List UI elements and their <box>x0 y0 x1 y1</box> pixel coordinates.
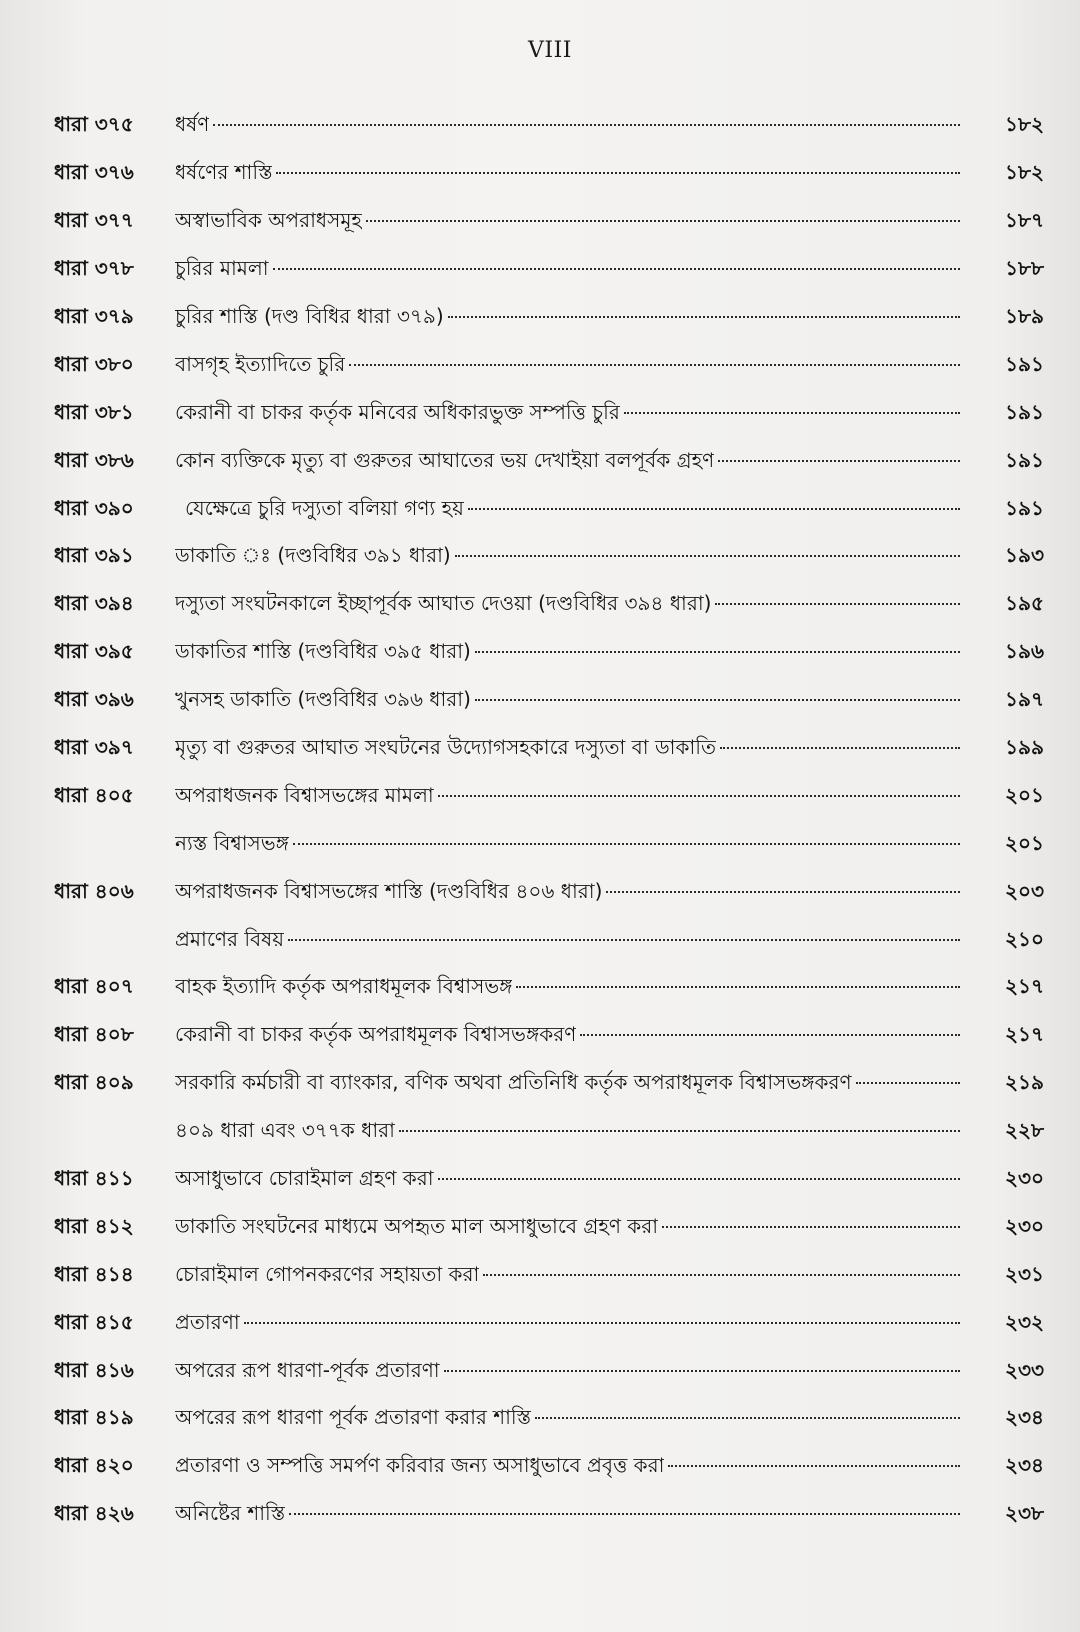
entry-title-wrap <box>175 398 966 431</box>
section-number: ধারা ৪০৯ <box>54 1070 134 1095</box>
page-reference: ২২৮ <box>1005 1118 1044 1143</box>
entry-title-wrap <box>175 685 966 718</box>
page-reference: ২৩০ <box>1004 1166 1044 1191</box>
dot-leader <box>448 316 960 318</box>
entry-title-wrap <box>175 446 966 479</box>
page-reference: ১৯৯ <box>1005 735 1044 760</box>
entry-title: কেরানী বা চাকর কর্তৃক অপরাধমূলক বিশ্বাসভঙ্গকরণ <box>175 1022 577 1047</box>
dot-leader <box>720 747 960 749</box>
section-number: ধারা ৪২৬ <box>54 1501 134 1526</box>
page-reference: ১৯১ <box>1005 351 1044 376</box>
entry-title-wrap <box>175 781 966 814</box>
toc-row <box>54 295 1044 343</box>
entry-title-wrap <box>175 589 966 622</box>
entry-title-wrap <box>175 254 966 287</box>
section-number: ধারা ৩৯৭ <box>54 735 134 760</box>
section-number: ধারা ৩৯৫ <box>54 639 134 664</box>
page-reference: ২৩৩ <box>1004 1357 1044 1382</box>
page-reference: ২৩২ <box>1004 1309 1044 1334</box>
dot-leader <box>399 1130 960 1132</box>
entry-title-wrap <box>175 637 966 670</box>
dot-leader <box>213 124 960 126</box>
section-number: ধারা ৪১৫ <box>54 1309 134 1334</box>
entry-title: চোরাইমাল গোপনকরণের সহায়তা করা <box>175 1261 480 1286</box>
dot-leader <box>668 1465 960 1467</box>
dot-leader <box>293 843 960 845</box>
entry-title-wrap <box>175 541 966 574</box>
page-reference: ১৮৮ <box>1005 256 1044 281</box>
section-number: ধারা ৪০৫ <box>54 782 134 807</box>
section-number: ধারা ৩৯১ <box>54 543 134 568</box>
toc-row <box>54 1444 1044 1492</box>
entry-title-wrap <box>175 925 966 958</box>
toc-row <box>54 965 1044 1013</box>
entry-title: অসাধুভাবে চোরাইমাল গ্রহণ করা <box>175 1166 434 1191</box>
dot-leader <box>475 651 960 653</box>
entry-title: বাহক ইত্যাদি কর্তৃক অপরাধমূলক বিশ্বাসভঙ্গ <box>175 974 513 999</box>
toc-row <box>54 917 1044 965</box>
section-number: ধারা ৩৮৬ <box>54 447 134 472</box>
entry-title-wrap <box>175 1260 966 1293</box>
dot-leader <box>455 555 960 557</box>
toc-row <box>54 773 1044 821</box>
entry-title: ডাকাতি সংঘটনের মাধ্যমে অপহৃত মাল অসাধুভাবে গ্রহণ করা <box>175 1213 659 1238</box>
section-number: ধারা ৩৮১ <box>54 399 134 424</box>
entry-title-wrap <box>175 350 966 383</box>
page-reference: ২১৭ <box>1005 974 1044 999</box>
page-reference: ১৯৫ <box>1005 591 1044 616</box>
toc-row <box>54 247 1044 295</box>
page-reference: ১৯৭ <box>1005 687 1044 712</box>
entry-title: কোন ব্যক্তিকে মৃত্যু বা গুরুতর আঘাতের ভয় দেখাইয়া বলপূর্বক গ্রহণ <box>175 447 715 472</box>
page-reference: ১৯৬ <box>1005 639 1044 664</box>
dot-leader <box>475 699 960 701</box>
entry-title-wrap <box>175 1356 966 1389</box>
entry-title: ডাকাতির শাস্তি (দণ্ডবিধির ৩৯৫ ধারা) <box>175 639 471 664</box>
entry-title: ৪০৯ ধারা এবং ৩৭৭ক ধারা <box>175 1118 395 1143</box>
page-number: VIII <box>528 38 572 63</box>
toc-row <box>54 103 1044 151</box>
page-reference: ২১৯ <box>1005 1070 1044 1095</box>
dot-leader <box>273 268 960 270</box>
section-number: ধারা ৩৭৮ <box>54 256 134 281</box>
section-number: ধারা ৪১২ <box>54 1213 134 1238</box>
entry-title: অপরাধজনক বিশ্বাসভঙ্গের শাস্তি (দণ্ডবিধির ৪০৬ ধারা) <box>175 878 603 903</box>
page-reference: ২০১ <box>1005 782 1044 807</box>
entry-title: বাসগৃহ ইত্যাদিতে চুরি <box>175 351 346 376</box>
toc-row <box>54 486 1044 534</box>
section-number: ধারা ৩৭৫ <box>54 112 134 137</box>
entry-title: চুরির শাস্তি (দণ্ড বিধির ধারা ৩৭৯) <box>175 304 444 328</box>
dot-leader <box>289 1513 960 1515</box>
page-reference: ২১৭ <box>1005 1022 1044 1047</box>
entry-title-wrap <box>175 829 966 862</box>
entry-title: কেরানী বা চাকর কর্তৃক মনিবের অধিকারভুক্ত সম্পত্তি চুরি <box>175 399 620 424</box>
dot-leader <box>662 1226 960 1228</box>
dot-leader <box>718 460 960 462</box>
section-number: ধারা ৩৭৭ <box>54 208 134 233</box>
entry-title: অনিষ্টের শাস্তি <box>175 1501 286 1526</box>
dot-leader <box>438 1178 960 1180</box>
toc-row <box>54 630 1044 678</box>
entry-title-wrap <box>175 302 966 335</box>
dot-leader <box>606 891 960 893</box>
page-reference: ২৩৮ <box>1005 1501 1044 1526</box>
dot-leader <box>444 1370 960 1372</box>
toc-row <box>54 534 1044 582</box>
page-reference: ২০১ <box>1005 830 1044 855</box>
section-number: ধারা ৪১৯ <box>54 1405 134 1430</box>
entry-title-wrap <box>175 1020 966 1053</box>
section-number: ধারা ৩৮০ <box>54 351 134 376</box>
toc-row <box>54 1157 1044 1205</box>
toc-row <box>54 1013 1044 1061</box>
section-number: ধারা ৩৯০ <box>54 495 134 520</box>
entry-title-wrap <box>175 1164 966 1197</box>
entry-title: অপরের রূপ ধারণা পূর্বক প্রতারণা করার শাস্তি <box>175 1405 531 1430</box>
entry-title: ধর্ষণ <box>175 112 210 137</box>
toc-row <box>54 390 1044 438</box>
toc-row <box>54 199 1044 247</box>
entry-title-wrap <box>175 1068 966 1101</box>
entry-title: প্রতারণা <box>175 1309 240 1334</box>
toc-row <box>54 1348 1044 1396</box>
entry-title: ডাকাতি ঃ (দণ্ডবিধির ৩৯১ ধারা) <box>175 543 451 568</box>
entry-title-wrap <box>175 206 966 239</box>
entry-title: চুরির মামলা <box>175 256 269 281</box>
entry-title: অপরাধজনক বিশ্বাসভঙ্গের মামলা <box>175 782 434 807</box>
section-number: ধারা ৪২০ <box>54 1453 134 1478</box>
dot-leader <box>276 172 960 174</box>
page-reference: ১৯১ <box>1005 447 1044 472</box>
page-reference: ১৯১ <box>1005 399 1044 424</box>
toc-row <box>54 678 1044 726</box>
toc-row <box>54 821 1044 869</box>
toc-row <box>54 438 1044 486</box>
section-number: ধারা ৪০৭ <box>54 974 134 999</box>
toc-row <box>54 151 1044 199</box>
section-number: ধারা ৩৭৯ <box>54 304 134 328</box>
page-reference: ২৩০ <box>1004 1213 1044 1238</box>
entry-title: ন্যস্ত বিশ্বাসভঙ্গ <box>175 830 289 855</box>
dot-leader <box>856 1082 960 1084</box>
entry-title-wrap <box>175 1212 966 1245</box>
dot-leader <box>366 220 960 222</box>
dot-leader <box>715 603 960 605</box>
page-reference: ১৮২ <box>1005 160 1044 185</box>
section-number: ধারা ৩৯৬ <box>54 687 134 712</box>
section-number: ধারা ৩৯৪ <box>54 591 134 616</box>
toc-row <box>54 582 1044 630</box>
entry-title: মৃত্যু বা গুরুতর আঘাত সংঘটনের উদ্যোগসহকারে দস্যুতা বা ডাকাতি <box>175 735 717 760</box>
dot-leader <box>438 795 960 797</box>
entry-title-wrap <box>175 1451 966 1484</box>
page-reference: ১৯১ <box>1005 495 1044 520</box>
page-reference: ২০৩ <box>1004 878 1044 903</box>
entry-title-wrap <box>175 110 966 143</box>
dot-leader <box>244 1322 960 1324</box>
toc-row <box>54 1252 1044 1300</box>
entry-title-wrap <box>175 1499 966 1532</box>
toc-row <box>54 869 1044 917</box>
entry-title-wrap <box>175 877 966 910</box>
toc-row <box>54 342 1044 390</box>
page-reference: ২১০ <box>1005 926 1044 951</box>
section-number: ধারা ৪০৬ <box>54 878 134 903</box>
entry-title-wrap <box>175 158 966 191</box>
entry-title-wrap <box>175 972 966 1005</box>
entry-title: যেক্ষেত্রে চুরি দস্যুতা বলিয়া গণ্য হয় <box>185 495 464 520</box>
page-reference: ২৩৪ <box>1005 1453 1044 1478</box>
page-reference: ২৩৪ <box>1005 1405 1044 1430</box>
section-number: ধারা ৪১১ <box>54 1166 134 1191</box>
toc-row <box>54 726 1044 774</box>
entry-title-wrap <box>175 1308 966 1341</box>
entry-title-wrap <box>175 733 966 766</box>
toc-row <box>54 1396 1044 1444</box>
entry-title: প্রমাণের বিষয় <box>175 926 284 951</box>
dot-leader <box>349 364 960 366</box>
dot-leader <box>624 412 960 414</box>
entry-title: অস্বাভাবিক অপরাধসমূহ <box>175 208 362 233</box>
page-reference: ২৩১ <box>1005 1261 1044 1286</box>
entry-title: প্রতারণা ও সম্পত্তি সমর্পণ করিবার জন্য অসাধুভাবে প্রবৃত্ত করা <box>175 1453 665 1478</box>
page-reference: ১৮৭ <box>1005 208 1044 233</box>
toc-row <box>54 1492 1044 1540</box>
section-number: ধারা ৪১৬ <box>54 1357 134 1382</box>
toc-row <box>54 1204 1044 1252</box>
entry-title-wrap <box>175 494 966 527</box>
toc-row <box>54 1061 1044 1109</box>
dot-leader <box>288 939 960 941</box>
dot-leader <box>580 1034 960 1036</box>
section-number: ধারা ৩৭৬ <box>54 160 134 185</box>
entry-title: সরকারি কর্মচারী বা ব্যাংকার, বণিক অথবা প্রতিনিধি কর্তৃক অপরাধমূলক বিশ্বাসভঙ্গকরণ <box>175 1070 852 1095</box>
dot-leader <box>535 1417 960 1419</box>
dot-leader <box>516 986 960 988</box>
dot-leader <box>483 1274 960 1276</box>
page-reference: ১৮৯ <box>1005 304 1044 328</box>
toc-row <box>54 1300 1044 1348</box>
entry-title-wrap <box>175 1403 966 1436</box>
page-reference: ১৮২ <box>1005 112 1044 137</box>
entry-title-wrap <box>175 1116 966 1149</box>
entry-title: খুনসহ ডাকাতি (দণ্ডবিধির ৩৯৬ ধারা) <box>175 687 471 712</box>
entry-title: ধর্ষণের শাস্তি <box>175 160 273 185</box>
toc-row <box>54 1109 1044 1157</box>
section-number: ধারা ৪০৮ <box>54 1022 134 1047</box>
entry-title: অপরের রূপ ধারণা-পূর্বক প্রতারণা <box>175 1357 440 1382</box>
section-number: ধারা ৪১৪ <box>54 1261 134 1286</box>
entry-title: দস্যুতা সংঘটনকালে ইচ্ছাপূর্বক আঘাত দেওয়া (দণ্ডবিধির ৩৯৪ ধারা) <box>175 591 712 616</box>
table-of-contents <box>54 103 1044 1540</box>
page-reference: ১৯৩ <box>1005 543 1044 568</box>
dot-leader <box>468 508 960 510</box>
